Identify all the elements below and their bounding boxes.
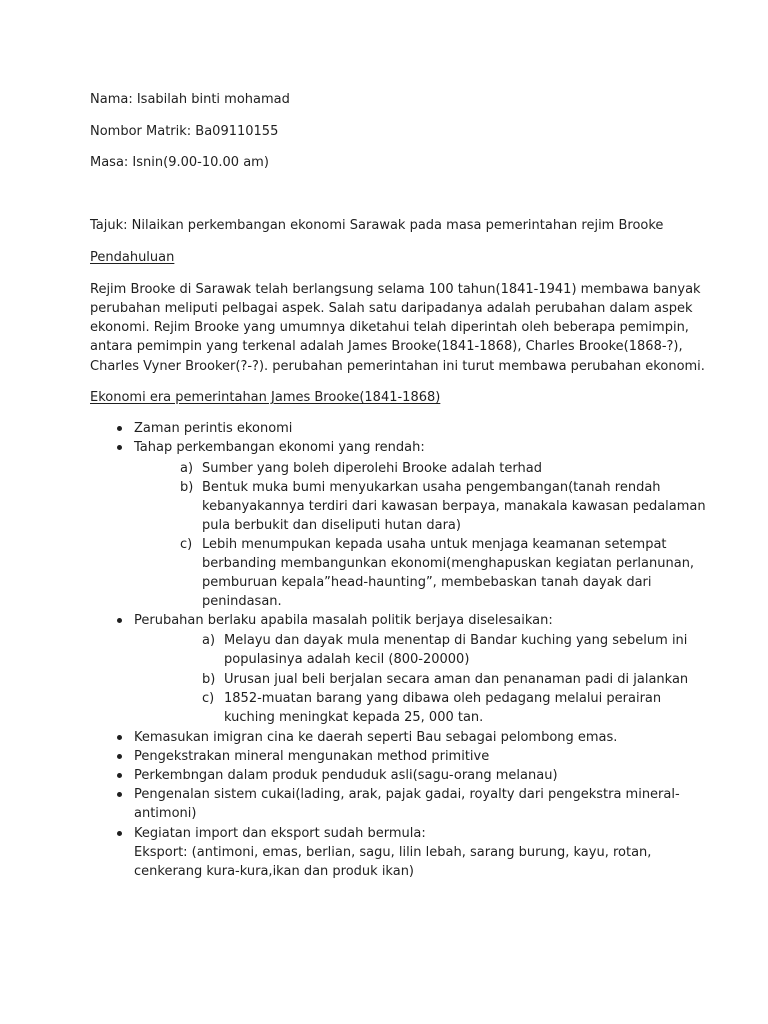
sub-item-text: pula berbukit dan diseliputi hutan dara) — [202, 518, 461, 533]
sub-marker: a) — [202, 633, 216, 648]
sub-item-text: berbanding membangunkan ekonomi(menghapuskan kegiatan perlanunan, — [202, 556, 695, 571]
bullet-text: antimoni) — [134, 806, 197, 821]
bullet-dot — [117, 426, 122, 431]
bullet-text: Zaman perintis ekonomi — [134, 421, 293, 436]
bullet-text: Eksport: (antimoni, emas, berlian, sagu, lilin lebah, sarang burung, kayu, rotan, — [134, 845, 652, 860]
sub-item-text: kebanyakannya terdiri dari kawasan berpaya, manakala kawasan pedalaman — [202, 499, 706, 514]
sub-item-text: penindasan. — [202, 594, 282, 609]
sub-item-text: pemburuan kepala”head-haunting”, membebaskan tanah dayak dari — [202, 575, 652, 590]
sub-marker: c) — [180, 537, 193, 552]
bullet-text: cenkerang kura-kura,ikan dan produk ikan) — [134, 864, 415, 879]
bullet-dot — [117, 773, 122, 778]
sub-item-text: Bentuk muka bumi menyukarkan usaha pengembangan(tanah rendah — [202, 480, 661, 495]
sub-item-text: populasinya adalah kecil (800-20000) — [224, 652, 470, 667]
sub-item-text: Urusan jual beli berjalan secara aman dan penanaman padi di jalankan — [224, 672, 689, 687]
intro-line: ekonomi. Rejim Brooke yang umumnya diketahui telah diperintah oleh beberapa pemimpin, — [90, 320, 689, 335]
bullet-text: Pengekstrakan mineral mengunakan method primitive — [134, 749, 490, 764]
sub-marker: b) — [180, 480, 194, 495]
intro-line: perubahan meliputi pelbagai aspek. Salah satu daripadanya adalah perubahan dalam aspek — [90, 301, 693, 316]
bullet-dot — [117, 618, 122, 623]
sub-marker: c) — [202, 691, 215, 706]
bullet-text: Tahap perkembangan ekonomi yang rendah: — [134, 440, 425, 455]
sub-marker: b) — [202, 672, 216, 687]
bullet-dot — [117, 735, 122, 740]
essay-title: Tajuk: Nilaikan perkembangan ekonomi Sarawak pada masa pemerintahan rejim Brooke — [90, 218, 664, 233]
bullet-dot — [117, 792, 122, 797]
sub-marker: a) — [180, 461, 194, 476]
student-name: Nama: Isabilah binti mohamad — [90, 92, 290, 107]
bullet-dot — [117, 831, 122, 836]
sub-item-text: Lebih menumpukan kepada usaha untuk menjaga keamanan setempat — [202, 537, 667, 552]
sub-item-text: 1852-muatan barang yang dibawa oleh pedagang melalui perairan — [224, 691, 662, 706]
bullet-text: Pengenalan sistem cukai(lading, arak, pajak gadai, royalty dari pengekstra mineral- — [134, 787, 680, 802]
section-heading: Ekonomi era pemerintahan James Brooke(1841-1868) — [90, 390, 441, 405]
intro-line: Charles Vyner Brooker(?-?). perubahan pemerintahan ini turut membawa perubahan ekonomi. — [90, 359, 705, 374]
intro-line: Rejim Brooke di Sarawak telah berlangsung selama 100 tahun(1841-1941) membawa banyak — [90, 282, 701, 297]
intro-heading: Pendahuluan — [90, 250, 175, 265]
bullet-text: Perkembngan dalam produk penduduk asli(sagu-orang melanau) — [134, 768, 558, 783]
sub-item-text: Melayu dan dayak mula menentap di Bandar kuching yang sebelum ini — [224, 633, 688, 648]
intro-line: antara pemimpin yang terkenal adalah James Brooke(1841-1868), Charles Brooke(1868-?), — [90, 339, 683, 354]
class-time: Masa: Isnin(9.00-10.00 am) — [90, 155, 269, 170]
sub-item-text: Sumber yang boleh diperolehi Brooke adalah terhad — [202, 461, 542, 476]
sub-item-text: kuching meningkat kepada 25, 000 tan. — [224, 710, 484, 725]
bullet-text: Kemasukan imigran cina ke daerah seperti Bau sebagai pelombong emas. — [134, 730, 618, 745]
bullet-dot — [117, 754, 122, 759]
bullet-dot — [117, 445, 122, 450]
bullet-text: Perubahan berlaku apabila masalah politik berjaya diselesaikan: — [134, 613, 553, 628]
bullet-text: Kegiatan import dan eksport sudah bermula: — [134, 826, 426, 841]
matric-number: Nombor Matrik: Ba09110155 — [90, 124, 279, 139]
